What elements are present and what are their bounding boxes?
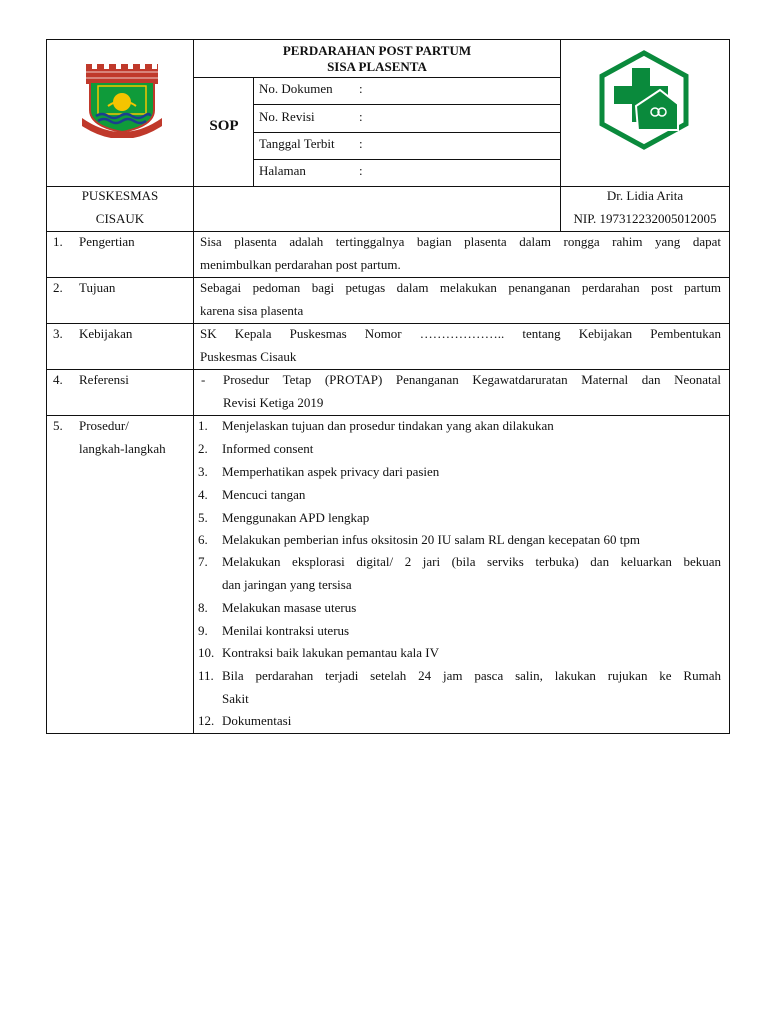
- section-label: Prosedur/: [79, 418, 129, 433]
- step-number: 8.: [198, 600, 208, 615]
- section-text: Revisi Ketiga 2019: [223, 395, 324, 410]
- step-text: Menggunakan APD lengkap: [222, 510, 370, 525]
- step-number: 11.: [198, 668, 214, 683]
- section-label: langkah-langkah: [79, 441, 166, 456]
- step-number: 5.: [198, 510, 208, 525]
- section-number: 1.: [53, 234, 63, 249]
- signer-name: Dr. Lidia Arita: [606, 188, 684, 203]
- kabupaten-tangerang-emblem-icon: [78, 60, 166, 138]
- step-text: Menjelaskan tujuan dan prosedur tindakan yang akan dilakukan: [222, 418, 554, 433]
- step-text: Melakukan pemberian infus oksitosin 20 IU salam RL dengan kecepatan 60 tpm: [222, 532, 640, 547]
- section-number: 4.: [53, 372, 63, 387]
- section-number: 5.: [53, 418, 63, 433]
- step-number: 12.: [198, 713, 215, 728]
- step-text: Bila perdarahan terjadi setelah 24 jam pasca salin, lakukan rujukan ke Rumah: [222, 668, 721, 683]
- section-number: 3.: [53, 326, 63, 341]
- step-text: dan jaringan yang tersisa: [222, 577, 352, 592]
- section-label: Referensi: [79, 372, 129, 387]
- step-text: Kontraksi baik lakukan pemantau kala IV: [222, 645, 439, 660]
- step-text: Melakukan eksplorasi digital/ 2 jari (bila serviks terbuka) dan keluarkan bekuan: [222, 554, 721, 569]
- section-label: Pengertian: [79, 234, 135, 249]
- field-colon: :: [359, 136, 363, 151]
- step-text: Sakit: [222, 691, 249, 706]
- step-text: Informed consent: [222, 441, 314, 456]
- field-colon: :: [359, 81, 363, 96]
- field-colon: :: [359, 163, 363, 178]
- bullet: -: [201, 372, 206, 387]
- step-number: 7.: [198, 554, 208, 569]
- step-text: Dokumentasi: [222, 713, 292, 728]
- section-text: karena sisa plasenta: [200, 303, 304, 318]
- step-text: Mencuci tangan: [222, 487, 306, 502]
- step-text: Memperhatikan aspek privacy dari pasien: [222, 464, 440, 479]
- step-number: 1.: [198, 418, 208, 433]
- step-number: 3.: [198, 464, 208, 479]
- puskesmas-location: CISAUK: [95, 211, 145, 226]
- puskesmas-logo-icon: [598, 50, 690, 150]
- section-text: Prosedur Tetap (PROTAP) Penanganan Kegawatdaruratan Maternal dan Neonatal: [223, 372, 721, 387]
- field-label: Tanggal Terbit: [259, 136, 335, 151]
- step-text: Menilai kontraksi uterus: [222, 623, 350, 638]
- sop-label: SOP: [209, 118, 239, 134]
- step-text: Melakukan masase uterus: [222, 600, 357, 615]
- section-number: 2.: [53, 280, 63, 295]
- step-number: 2.: [198, 441, 208, 456]
- field-label: No. Revisi: [259, 109, 315, 124]
- field-label: No. Dokumen: [259, 81, 333, 96]
- signer-nip: NIP. 197312232005012005: [573, 211, 717, 226]
- document-title-line1: PERDARAHAN POST PARTUM: [282, 43, 472, 58]
- section-label: Kebijakan: [79, 326, 133, 341]
- section-text: SK Kepala Puskesmas Nomor ……………….. tentang Kebijakan Pembentukan: [200, 326, 721, 341]
- section-text: menimbulkan perdarahan post partum.: [200, 257, 401, 272]
- section-label: Tujuan: [79, 280, 116, 295]
- section-text: Sisa plasenta adalah tertinggalnya bagian plasenta dalam rongga rahim yang dapat: [200, 234, 721, 249]
- step-number: 6.: [198, 532, 208, 547]
- field-label: Halaman: [259, 163, 306, 178]
- step-number: 9.: [198, 623, 208, 638]
- document-title-line2: SISA PLASENTA: [327, 59, 427, 74]
- puskesmas-name: PUSKESMAS: [81, 188, 159, 203]
- step-number: 10.: [198, 645, 215, 660]
- field-colon: :: [359, 109, 363, 124]
- step-number: 4.: [198, 487, 208, 502]
- section-text: Puskesmas Cisauk: [200, 349, 297, 364]
- section-text: Sebagai pedoman bagi petugas dalam melakukan penanganan perdarahan post partum: [200, 280, 721, 295]
